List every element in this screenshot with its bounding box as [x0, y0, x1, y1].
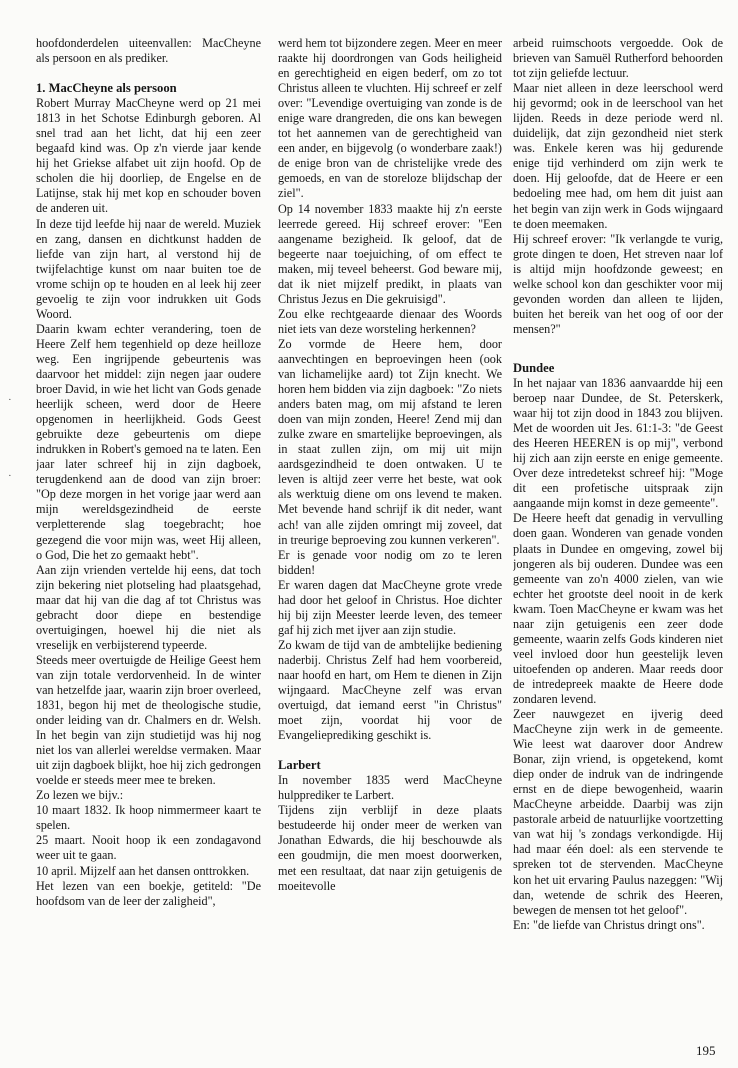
margin-mark: ·	[8, 470, 12, 482]
diary-entry: 10 april. Mijzelf aan het dansen onttrokken.	[36, 863, 250, 878]
paragraph: In het najaar van 1836 aanvaardde hij een beroep naar Dundee, de St. Peterskerk, waar hij tot zijn dood in 1843 zou blijven. Met de woorden uit Jes. 61:1-3: "de Geest des Heeren HEEREN is op mij", verbond hij zich aan zijn eerste en enige gemeente. Over deze intredetekst schreef hij: "Moge dit een profetische uitspraak zijn aangaande mijn komst in deze gemeente".	[513, 375, 723, 511]
text-column-3	[513, 36, 723, 1036]
paragraph: Op 14 november 1833 maakte hij z'n eerste leerrede gereed. Hij schreef erover: "Een aangename bezigheid. Ik geloof, dat de begeerte naar toejuiching, of om effect te maken, mij teveel beheerst. God beware mij, dat ik niet mijzelf predikt, in plaats van Christus Jezus en Die gekruisigd".	[278, 201, 502, 306]
paragraph: Zo lezen we bijv.:	[36, 788, 124, 803]
paragraph: Steeds meer overtuigde de Heilige Geest hem van zijn totale verdorvenheid. In de winter van hetzelfde jaar, waarin zijn broer overleed, 1831, begon hij met de theologische studie, onder leiding van dr. Chalmers en dr. Welsh. In het begin van zijn studietijd was hij nog niet los van allerlei wereldse vermaken. Maar uit zijn dagboek blijkt, hoe hij zich gedrongen voelde er steeds meer mee te breken.	[36, 652, 261, 788]
text-column-1	[36, 36, 261, 1036]
paragraph: Robert Murray MacCheyne werd op 21 mei 1813 in het Schotse Edinburgh geboren. Al snel trad aan het licht, dat hij een zeer begaafd kind was. Op z'n vierde jaar kende hij het Griekse alfabet uit zijn hoofd. Op de scholen die hij doorliep, de Engelse en de Latijnse, stak hij met kop en schouder boven de anderen uit.	[36, 96, 261, 216]
paragraph: Zeer nauwgezet en ijverig deed MacCheyne zijn werk in de gemeente. Wie leest wat daarover door Andrew Bonar, zijn vriend, is opgetekend, komt diep onder de indruk van de indringende ernst en de diepe bewogenheid, waarin MacCheyne arbeidde. Daarbij was zijn pastorale arbeid de natuurlijke voortzetting van wat hij 's zondags verkondigde. Hij had maar één doel: als een stervende te spreken tot de stervenden. MacCheyne kon het uit ervaring Paulus nazeggen: "Wij dan, wetende de schrik des Heeren, bewegen de mensen tot het geloof".	[513, 707, 723, 917]
paragraph: werd hem tot bijzondere zegen. Meer en meer raakte hij doordrongen van Gods heiligheid en gerechtigheid en eigen bederf, om zo tot Christus alleen te vluchten. Hij schreef er zelf over: "Levendige overtuiging van zonde is de enige ware drangreden, die ons kan bewegen tot het aannemen van de gerechtigheid van een ander, en bijgevolg (o wonderbare zaak!) de enige bron van de christelijke vrede des gemoeds, en van de storeloze blijdschap der ziel".	[278, 36, 502, 201]
margin-mark: ·	[8, 394, 12, 406]
paragraph: En: "de liefde van Christus dringt ons".	[513, 917, 705, 932]
page-number: 195	[696, 1043, 716, 1058]
paragraph: Het lezen van een boekje, getiteld: "De hoofdsom van de leer der zaligheid",	[36, 878, 261, 908]
paragraph: In november 1835 werd MacCheyne hulpprediker te Larbert.	[278, 773, 502, 803]
text-column-2	[278, 36, 502, 1036]
diary-entry: 10 maart 1832. Ik hoop nimmermeer kaart te spelen.	[36, 803, 261, 833]
paragraph: In deze tijd leefde hij naar de wereld. Muziek en zang, dansen en dichtkunst hadden de liefde van zijn hart, al verstond hij de twijfelachtige kunst om naar buiten toe de vrome schijn op te houden en al leek hij zeer gevoelig te zijn voor indrukken uit Gods Woord.	[36, 216, 261, 321]
diary-entry: 25 maart. Nooit hoop ik een zondagavond weer uit te gaan.	[36, 833, 261, 863]
paragraph: arbeid ruimschoots vergoedde. Ook de brieven van Samuël Rutherford behoorden tot zijn geliefde lectuur.	[513, 36, 723, 81]
paragraph: Zo kwam de tijd van de ambtelijke bediening naderbij. Christus Zelf had hem voorbereid, naar hoofd en hart, om Hem te dienen in Zijn wijngaard. MacCheyne zelf was ervan overtuigd, dat iemand eerst "in Christus" moet zijn, voordat hij voor de Evangelieprediking geschikt is.	[278, 637, 502, 743]
paragraph: Tijdens zijn verblijf in deze plaats bestudeerde hij onder meer de werken van Jonathan Edwards, die hij beschouwde als een goudmijn, die men moest doorwerken, met een resultaat, dat naar zijn getuigenis de moeitevolle	[278, 803, 502, 893]
paragraph: Er is genade voor nodig om zo te leren bidden!	[278, 547, 502, 577]
paragraph: De Heere heeft dat genadig in vervulling doen gaan. Wonderen van genade vonden plaats in Dundee en omgeving, zowel bij jongeren als bij ouderen. Dundee was een gemeente van zo'n 4000 zielen, van wie echter het grootste deel nooit in de kerk kwam. Toen MacCheyne er kwam was het naar zijn getuigenis een zeer dode gemeente, waarin zelfs Gods kinderen niet veel invloed door hun geestelijk leven uitoefenden op anderen. Maar reeds door de intredepreek maakte de Heere dode zondaren levend.	[513, 511, 723, 706]
section-heading-larbert: Larbert	[278, 758, 321, 773]
section-heading-dundee: Dundee	[513, 360, 555, 375]
paragraph: Er waren dagen dat MacCheyne grote vrede had door het geloof in Christus. Hoe dichter hij bij zijn Meester leerde leven, des temeer gaf hij zich met ijver aan zijn studie.	[278, 577, 502, 637]
paragraph: Daarin kwam echter verandering, toen de Heere Zelf hem tegenhield op deze heilloze weg. Een ingrijpende gebeurtenis was daarvoor het middel: zijn negen jaar oudere broer David, in wie het licht van Gods genade heerlijk scheen, werd door de Heere opgenomen in heerlijkheid. Gods Geest gebruikte deze gebeurtenis om diepe indrukken in Robert's gemoed na te laten. Een jaar later schreef hij in zijn dagboek, terugdenkend aan de dood van zijn broer: "Op deze morgen in het vorige jaar werd aan mijn wereldsgezindheid de eerste verpletterende slag toegebracht; hoe gezegend die voor mijn was, weet Hij alleen, o God, Die het zo gemaakt hebt".	[36, 321, 261, 562]
paragraph: Maar niet alleen in deze leerschool werd hij gevormd; ook in de leerschool van het lijden. Reeds in deze periode werd nl. duidelijk, dat zijn gezondheid niet sterk was. Enkele keren was hij gedurende enige tijd verhinderd om zijn werk te doen. Hij geloofde, dat de Heere er een bedoeling mee had, om hem dit juist aan het begin van zijn werk in Gods wijngaard te doen meemaken.	[513, 81, 723, 231]
paragraph: Hij schreef erover: "Ik verlangde te vurig, grote dingen te doen, Het streven naar lof is altijd mijn hoofdzonde geweest; en welke school kon dan geschikter voor mij gevonden worden dan alleen te lijden, buiten het bereik van het oog of oor der mensen?"	[513, 231, 723, 336]
paragraph: hoofdonderdelen uiteenvallen: MacCheyne als persoon en als prediker.	[36, 36, 261, 66]
section-heading-macCheyne-als-persoon: 1. MacCheyne als persoon	[36, 81, 177, 96]
paragraph: Zo vormde de Heere hem, door aanvechtingen en beproevingen heen (ook van lichamelijke aard) tot Zijn knecht. We horen hem bidden via zijn dagboek: "Zo niets anders baten mag, om mij afstand te leren doen van mijn zonden, Heere! Zend mij dan zulke zware en smartelijke beproevingen, als in staat zullen zijn, om mij uit mijn aardsgezindheid te doen ontwaken. U te leven is altijd zeer verre het beste, wat ook als werktuig diene om ons levend te maken. Met bevende hand schrijf ik dit neder, want ach! van alle zijden omringt mij zoveel, dat in treurige beproeving zou kunnen verkeren".	[278, 336, 502, 547]
paragraph: Aan zijn vrienden vertelde hij eens, dat toch zijn bekering niet plotseling had plaatsgehad, maar dat hij van die dag af tot Christus was gebracht door diepe en bestendige overtuigingen, hoewel hij die niet als vreselijk en verbijsterend typeerde.	[36, 562, 261, 652]
paragraph: Zou elke rechtgeaarde dienaar des Woords niet iets van deze worsteling herkennen?	[278, 306, 502, 336]
